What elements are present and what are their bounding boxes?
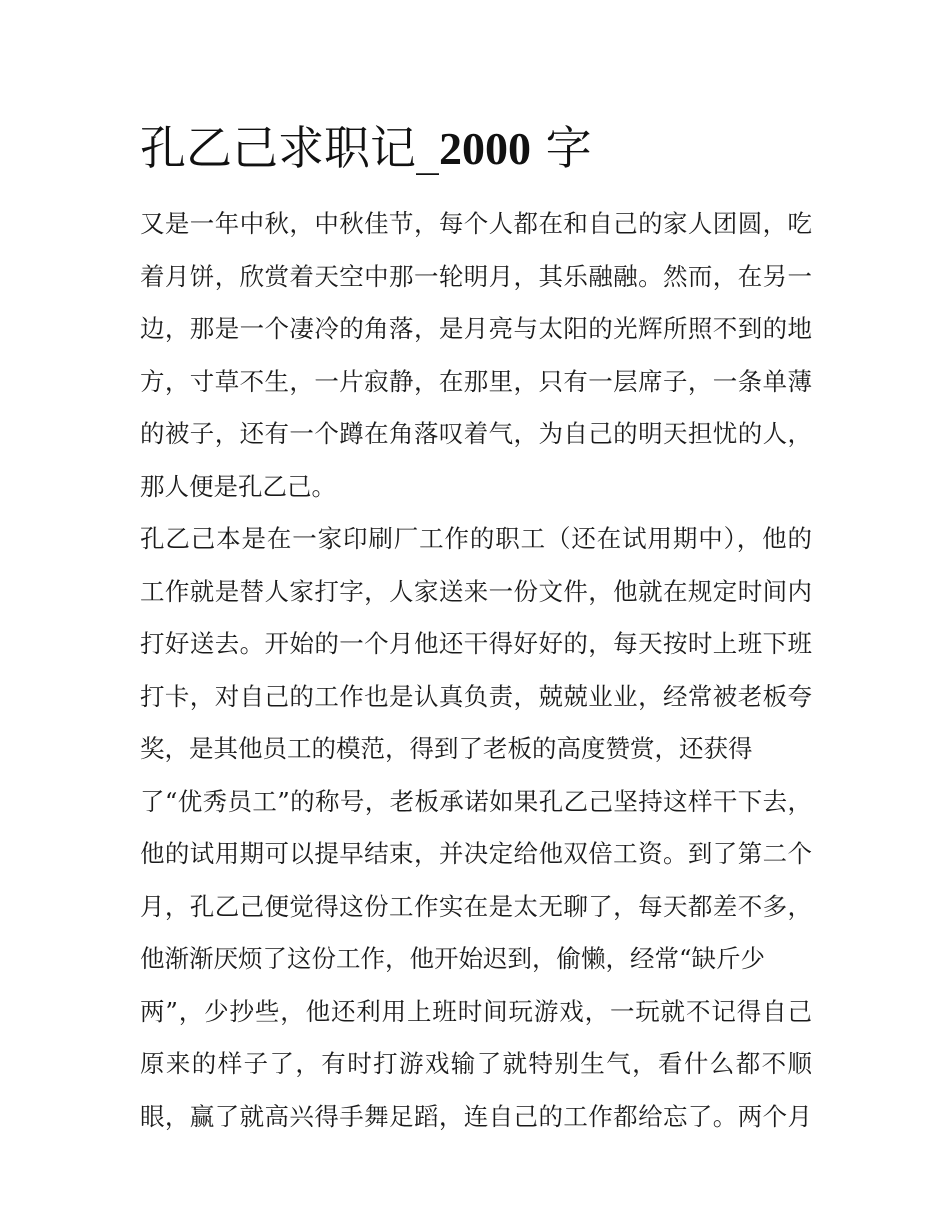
- text-line: 那人便是孔乙己。: [140, 471, 336, 501]
- paragraph-2: [140, 513, 812, 1143]
- title-suffix: 字: [531, 121, 592, 175]
- text-line: 又是一年中秋，中秋佳节，每个人都在和自己的家人团圆，吃: [140, 209, 812, 238]
- text-line: 着月饼，欣赏着天空中那一轮明月，其乐融融。然而，在另一: [140, 261, 812, 291]
- text-line: 月，孔乙己便觉得这份工作实在是太无聊了，每天都差不多，: [140, 891, 812, 921]
- text-line: 边，那是一个凄冷的角落，是月亮与太阳的光辉所照不到的地: [140, 314, 812, 343]
- text-line: 两”，少抄些，他还利用上班时间玩游戏，一玩就不记得自己: [140, 996, 812, 1026]
- text-line: 打好送去。开始的一个月他还干得好好的，每天按时上班下班: [140, 629, 812, 658]
- title-number: 2000: [439, 123, 531, 174]
- paragraph-1: [140, 198, 812, 513]
- text-line: 他的试用期可以提早结束，并决定给他双倍工资。到了第二个: [140, 839, 812, 868]
- text-line: 原来的样子了，有时打游戏输了就特别生气，看什么都不顺: [140, 1049, 812, 1078]
- text-line: 方，寸草不生，一片寂静，在那里，只有一层席子，一条单薄: [140, 366, 812, 396]
- text-line: 了“优秀员工”的称号，老板承诺如果孔乙己坚持这样干下去，: [140, 786, 812, 816]
- title-text: 孔乙己求职记_: [140, 121, 439, 175]
- text-line: 眼，赢了就高兴得手舞足蹈，连自己的工作都给忘了。两个月: [140, 1101, 812, 1131]
- text-line: 奖，是其他员工的模范，得到了老板的高度赞赏，还获得: [140, 734, 753, 763]
- text-line: 工作就是替人家打字，人家送来一份文件，他就在规定时间内: [140, 576, 812, 606]
- document-body: [140, 198, 812, 1143]
- text-line: 孔乙己本是在一家印刷厂工作的职工（还在试用期中），他的: [140, 524, 812, 553]
- text-line: 的被子，还有一个蹲在角落叹着气，为自己的明天担忧的人，: [140, 419, 812, 448]
- document-title: [140, 118, 592, 179]
- text-line: 打卡，对自己的工作也是认真负责，兢兢业业，经常被老板夸: [140, 681, 812, 711]
- text-line: 他渐渐厌烦了这份工作，他开始迟到，偷懒，经常“缺斤少: [140, 944, 766, 973]
